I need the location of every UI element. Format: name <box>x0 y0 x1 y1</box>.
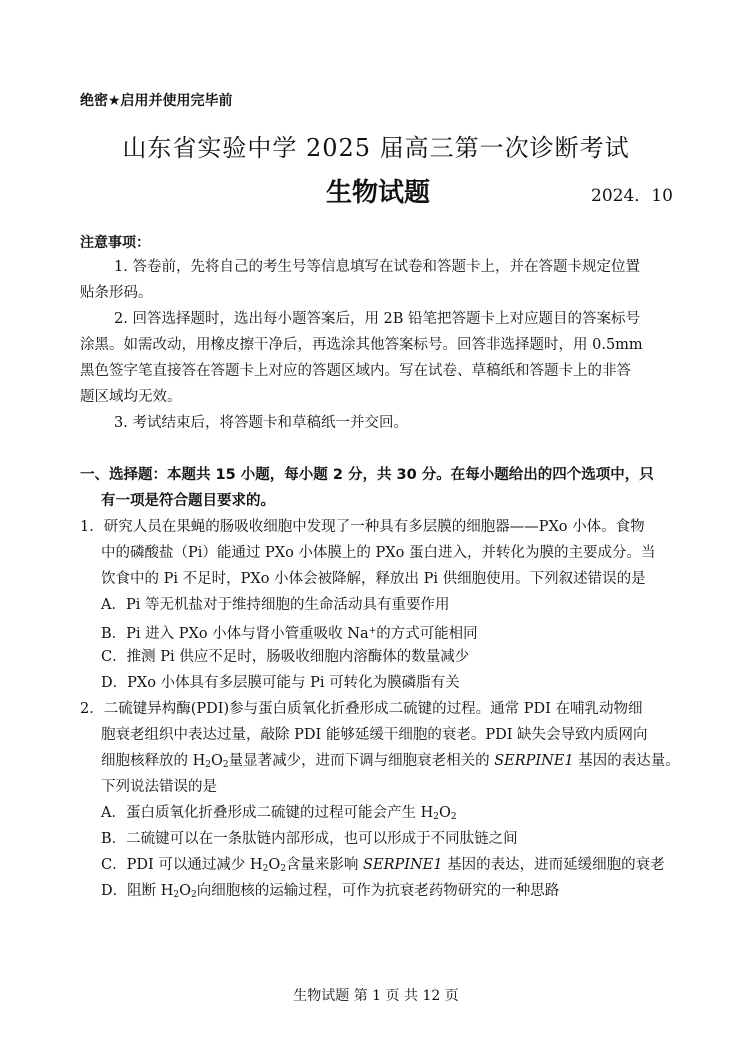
q1-option-c: C．推测 Pi 供应不足时，肠吸收细胞内溶酶体的数量减少 <box>101 649 470 665</box>
q2-stem-line-3: 细胞核释放的 $H_2O_2$量显著减少，进而下调与细胞衰老相关的 SERPINE1 基因的表达量。 <box>101 753 680 770</box>
q1-option-a: A．Pi 等无机盐对于维持细胞的生命活动具有重要作用 <box>101 597 450 613</box>
q2-option-d: D．阻断 $H_2O_2$向细胞核的运输过程，可作为抗衰老药物研究的一种思路 <box>101 883 560 900</box>
q2-option-c: C．PDI 可以通过减少 $H_2O_2$含量来影响 SERPINE1 基因的表达，进而延缓细胞的衰老 <box>101 857 665 874</box>
note-2-line-1: 2. 回答选择题时，选出每小题答案后，用 2B 铅笔把答题卡上对应题目的答案标号 <box>114 311 641 327</box>
q1-option-b: B．Pi 进入 PXo 小体与肾小管重吸收 Na+的方式可能相同 <box>101 626 478 642</box>
q1-stem-line-3: 饮食中的 Pi 不足时，PXo 小体会被降解，释放出 Pi 供细胞使用。下列叙述错误的是 <box>101 571 646 587</box>
note-3: 3. 考试结束后，将答题卡和草稿纸一并交回。 <box>114 415 408 431</box>
section-heading-cont: 有一项是符合题目要求的。 <box>101 493 275 509</box>
note-2-line-3: 黑色签字笔直接答在答题卡上对应的答题区域内。写在试卷、草稿纸和答题卡上的非答 <box>80 363 631 379</box>
q1-stem-line-1: 1．研究人员在果蝇的肠吸收细胞中发现了一种具有多层膜的细胞器——PXo 小体。食物 <box>80 519 645 535</box>
exam-date: 2024．10 <box>591 186 673 206</box>
q2-stem-line-4: 下列说法错误的是 <box>101 779 217 795</box>
page-footer: 生物试题 第 1 页 共 12 页 <box>293 988 459 1004</box>
q2-stem-line-2: 胞衰老组织中表达过量，敲除 PDI 能够延缓干细胞的衰老。PDI 缺失会导致内质网向 <box>101 727 648 743</box>
subject-title: 生物试题 <box>326 178 431 208</box>
section-heading: 一、选择题：本题共 15 小题，每小题 2 分，共 30 分。在每小题给出的四个选项中，只 <box>80 467 654 483</box>
note-2-line-2: 涂黑。如需改动，用橡皮擦干净后，再选涂其他答案标号。回答非选择题时，用 0.5mm <box>80 337 643 353</box>
secret-label: 绝密★启用并使用完毕前 <box>80 93 233 109</box>
q2-option-a: A．蛋白质氧化折叠形成二硫键的过程可能会产生 $H_2O_2$ <box>101 805 457 822</box>
notes-heading: 注意事项： <box>80 235 150 251</box>
q1-option-d: D．PXo 小体具有多层膜可能与 Pi 可转化为膜磷脂有关 <box>101 675 460 691</box>
note-1-line-2: 贴条形码。 <box>80 285 153 301</box>
q1-stem-line-2: 中的磷酸盐（Pi）能通过 PXo 小体膜上的 PXo 蛋白进入，并转化为膜的主要成分。当 <box>101 545 656 561</box>
exam-title: 山东省实验中学 2025 届高三第一次诊断考试 <box>122 134 630 162</box>
q2-stem-line-1: 2．二硫键异构酶(PDI)参与蛋白质氧化折叠形成二硫键的过程。通常 PDI 在哺乳动物细 <box>80 701 643 717</box>
note-2-line-4: 题区域均无效。 <box>80 389 182 405</box>
note-1-line-1: 1. 答卷前，先将自己的考生号等信息填写在试卷和答题卡上，并在答题卡规定位置 <box>114 259 640 275</box>
q2-option-b: B．二硫键可以在一条肽链内部形成，也可以形成于不同肽链之间 <box>101 831 518 847</box>
